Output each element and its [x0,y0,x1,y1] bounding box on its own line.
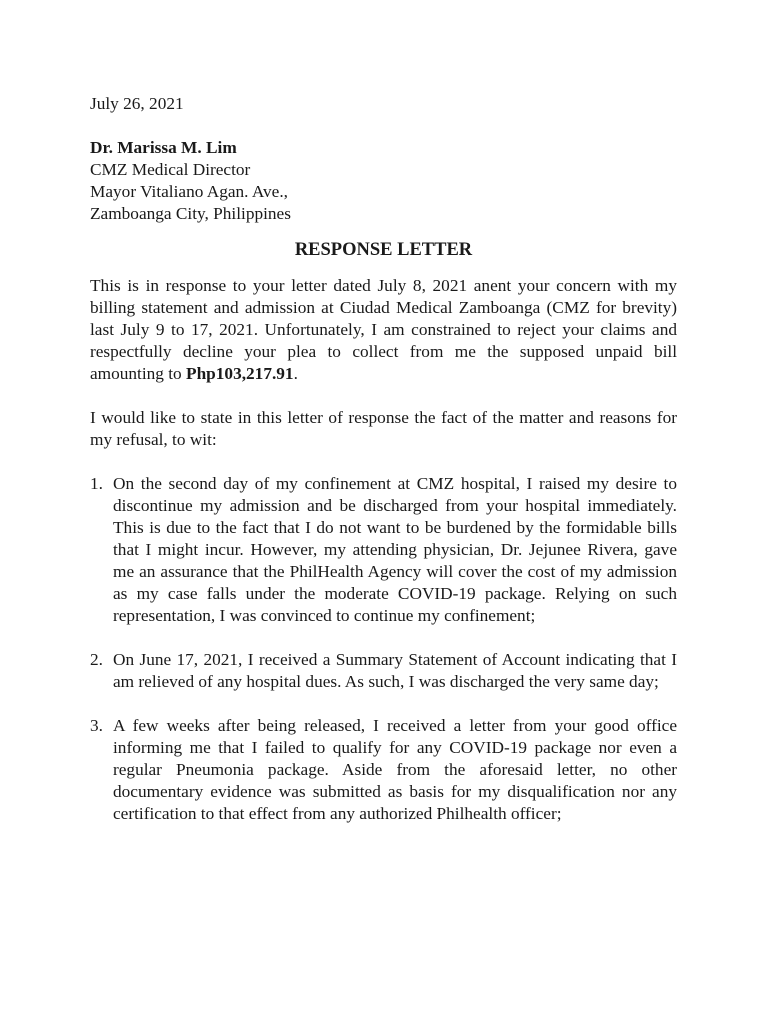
intro-paragraph-text: This is in response to your letter dated July 8, 2021 anent your concern with my billing statement and admission at Ciudad Medical Zamboanga (CMZ for brevity) last July 9 to 17, 2021. Unfortunately, I am constrained to reject your claims and respectfully decline your plea to collect from me the supposed unpaid bill amounting to [90,276,677,383]
reason-item-number: 1. [90,474,103,493]
recipient-street: Mayor Vitaliano Agan. Ave., [90,182,288,201]
reason-item-text: A few weeks after being released, I received a letter from your good office informing me that I failed to qualify for any COVID-19 package nor even a regular Pneumonia package. Aside from the aforesaid letter, no other documentary evidence was submitted as basis for my disqualification nor any certification to that effect from any authorized Philhealth officer; [113,716,677,823]
reason-item-1 [90,473,677,627]
recipient-title: CMZ Medical Director [90,160,251,179]
recipient-name: Dr. Marissa M. Lim [90,138,237,157]
recipient-address-block [90,137,677,225]
reason-item-2 [90,649,677,693]
letter-date: July 26, 2021 [90,94,184,113]
reasons-paragraph: I would like to state in this letter of response the fact of the matter and reasons for my refusal, to wit: [90,408,677,449]
letter-heading: RESPONSE LETTER [294,240,473,260]
reason-item-number: 2. [90,650,103,669]
letter-page [90,93,677,847]
intro-paragraph [90,275,677,385]
reason-item-number: 3. [90,716,103,735]
unpaid-bill-amount: Php103,217.91 [186,364,294,383]
intro-paragraph-end: . [293,364,298,383]
recipient-city: Zamboanga City, Philippines [90,204,291,223]
reason-item-text: On the second day of my confinement at CMZ hospital, I raised my desire to discontinue my admission and be discharged from your hospital immediately. This is due to the fact that I do not want to be burdened by the formidable bills that I might incur. However, my attending physician, Dr. Jejunee Rivera, gave me an assurance that the PhilHealth Agency will cover the cost of my admission as my case falls under the moderate COVID-19 package. Relying on such representation, I was convinced to continue my confinement; [113,474,677,625]
reasons-list [90,473,677,825]
reason-item-3 [90,715,677,825]
reason-item-text: On June 17, 2021, I received a Summary Statement of Account indicating that I am relieved of any hospital dues. As such, I was discharged the very same day; [113,650,677,691]
